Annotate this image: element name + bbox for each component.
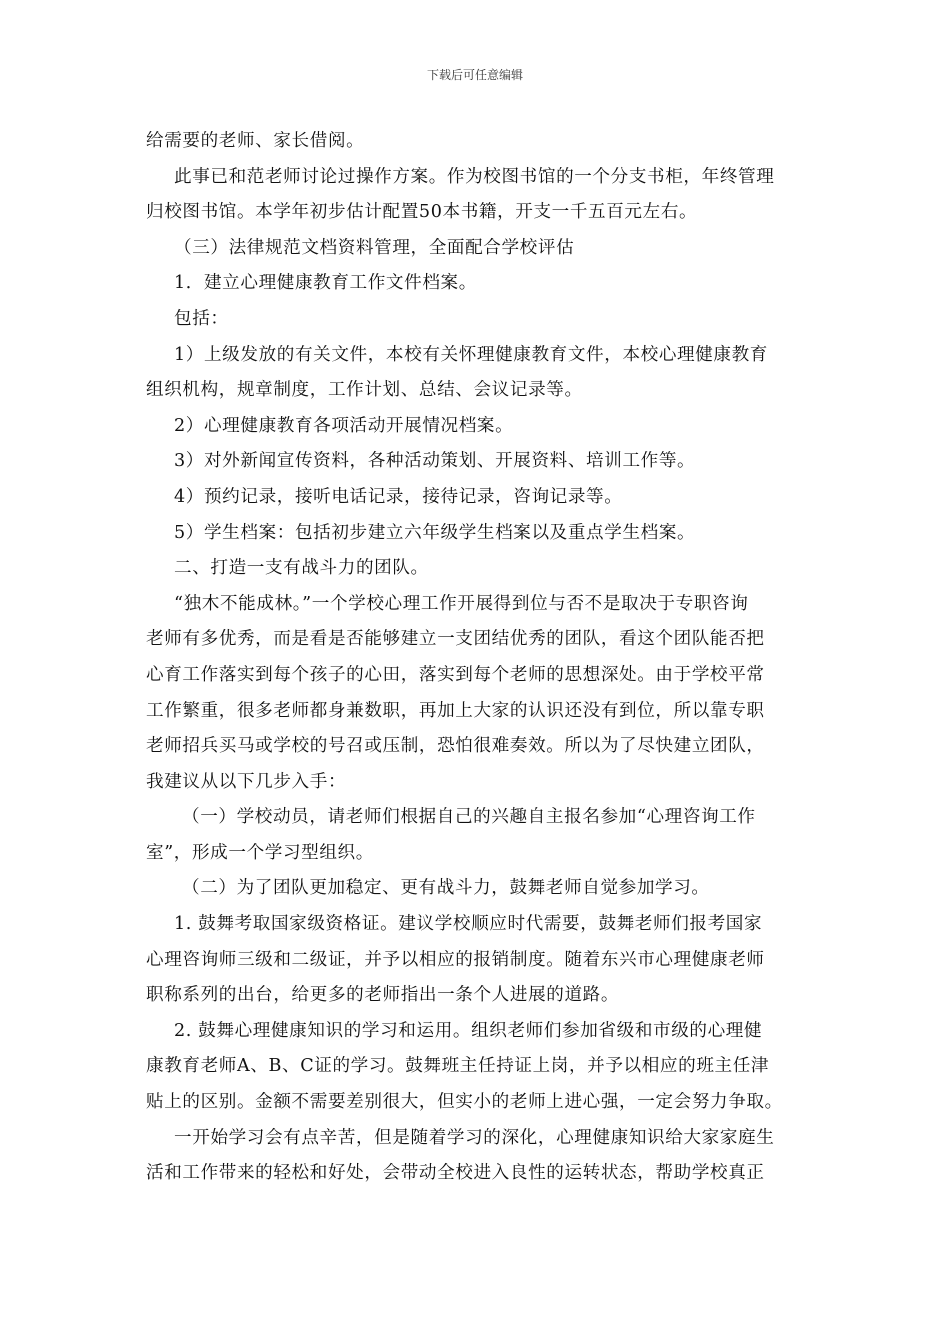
document-body xyxy=(146,124,806,1192)
text-line: 组织机构，规章制度，工作计划、总结、会议记录等。 xyxy=(146,380,583,401)
text-line: 此事已和范老师讨论过操作方案。作为校图书馆的一个分支书柜，年终管理 xyxy=(174,166,775,187)
text-line: 心育工作落实到每个孩子的心田，落实到每个老师的思想深处。由于学校平常 xyxy=(146,664,765,685)
text-line: 职称系列的出台，给更多的老师指出一条个人进展的道路。 xyxy=(146,985,620,1006)
text-line: 2）心理健康教育各项活动开展情况档案。 xyxy=(174,415,514,436)
text-line: 工作繁重，很多老师都身兼数职，再加上大家的认识还没有到位，所以靠专职 xyxy=(146,700,765,721)
text-line: 2. 鼓舞心理健康知识的学习和运用。组织老师们参加省级和市级的心理健 xyxy=(174,1020,763,1041)
text-line: 1. 鼓舞考取国家级资格证。建议学校顺应时代需要，鼓舞老师们报考国家 xyxy=(174,914,763,935)
section-heading: （二）为了团队更加稳定、更有战斗力，鼓舞老师自觉参加学习。 xyxy=(182,878,710,899)
section-heading: 二、打造一支有战斗力的团队。 xyxy=(174,558,429,579)
text-line: 心理咨询师三级和二级证，并予以相应的报销制度。随着东兴市心理健康老师 xyxy=(146,949,765,970)
text-line: 归校图书馆。本学年初步估计配置50本书籍，开支一千五百元左右。 xyxy=(146,202,698,223)
text-line: 1）上级发放的有关文件，本校有关怀理健康教育文件，本校心理健康教育 xyxy=(174,344,768,365)
section-heading: （三）法律规范文档资料管理，全面配合学校评估 xyxy=(174,237,575,258)
text-line: （一）学校动员，请老师们根据自己的兴趣自主报名参加“心理咨询工作 xyxy=(182,807,756,828)
text-line: 3）对外新闻宣传资料，各种活动策划、开展资料、培训工作等。 xyxy=(174,451,696,472)
text-line: 5）学生档案：包括初步建立六年级学生档案以及重点学生档案。 xyxy=(174,522,696,543)
text-line: 一开始学习会有点辛苦，但是随着学习的深化，心理健康知识给大家家庭生 xyxy=(174,1127,775,1148)
text-line: 老师有多优秀，而是看是否能够建立一支团结优秀的团队，看这个团队能否把 xyxy=(146,629,765,650)
text-line: 包括： xyxy=(174,308,229,329)
text-line: 1．建立心理健康教育工作文件档案。 xyxy=(174,273,477,294)
text-line: 贴上的区别。金额不需要差别很大，但实小的老师上进心强，一定会努力争取。 xyxy=(146,1092,783,1113)
text-line: 给需要的老师、家长借阅。 xyxy=(146,131,365,151)
text-line: 活和工作带来的轻松和好处，会带动全校进入良性的运转状态，帮助学校真正 xyxy=(146,1163,765,1184)
page-header: 下载后可任意编辑 xyxy=(426,68,523,82)
text-line: 康教育老师A、B、C证的学习。鼓舞班主任持证上岗，并予以相应的班主任津 xyxy=(146,1056,770,1077)
text-line: 4）预约记录，接听电话记录，接待记录，咨询记录等。 xyxy=(174,486,623,507)
text-line: 老师招兵买马或学校的号召或压制，恐怕很难奏效。所以为了尽快建立团队， xyxy=(146,736,765,757)
text-line: 我建议从以下几步入手： xyxy=(146,771,347,792)
text-line: 室”，形成一个学习型组织。 xyxy=(146,842,374,863)
text-line: “独木不能成林。”一个学校心理工作开展得到位与否不是取决于专职咨询 xyxy=(174,593,749,614)
